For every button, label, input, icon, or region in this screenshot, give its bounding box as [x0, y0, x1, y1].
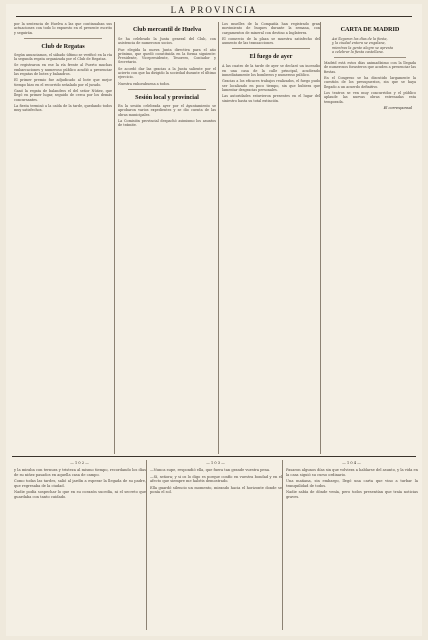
article-paragraph: En el Congreso se ha discutido largamente la cuestión de los presupuestos, sin que se haya llegado a un acuerdo definitivo. [324, 76, 416, 89]
feuilleton-paragraph: Una mañana, sin embargo, llegó una carta que vino a turbar la tranquilidad de todos. [286, 479, 418, 488]
article-heading: El fuego de ayer [249, 53, 293, 61]
masthead [6, 4, 422, 18]
feuilleton-paragraph: —Sí, señora; y si os lo digo es porque confío en vuestra bondad y en el afecto que siempre me habéis demostrado. [150, 474, 282, 484]
verse-line: a celebrar la fiesta castellana. [332, 49, 384, 54]
feuilleton-column-1 [14, 460, 146, 630]
article-heading: Club mercantil de Huelva [132, 26, 202, 33]
article-paragraph: Los teatros se ven muy concurridos y el público aplaude las nuevas obras estrenadas esta temporada. [324, 90, 416, 104]
feuilleton-paragraph: Ella guardó silencio un momento, mirando hacia el horizonte donde se ponía el sol. [150, 485, 282, 495]
article-paragraph: Fue elegida la nueva Junta directiva para el año próximo, que quedó constituida en la forma siguiente: Presidente, Vicepresidente, Tesorero, Contador y Secretario. [118, 47, 216, 65]
article-paragraph: Nuestra enhorabuena a todos. [118, 81, 171, 86]
verse-line: Asi llegaron los días de la fiesta, [332, 37, 388, 41]
article-paragraph: Ganó la regata de balandros el del señor Núñez, que llegó en primer lugar, seguido de cerca por los demás concursantes. [14, 88, 112, 102]
article-heading: Sesión local y provincial [135, 93, 199, 101]
feuilleton-divider [146, 460, 147, 630]
section-divider [232, 48, 310, 49]
article-paragraph: Gracias a los eficaces trabajos realizados, el fuego pudo ser localizado en poco tiempo, sin que hubiera que lamentar desgracias personales. [222, 79, 320, 92]
article-paragraph: La Comisión provincial despachó asimismo los asuntos de trámite. [118, 118, 216, 128]
column-4 [324, 22, 416, 454]
article-paragraph: Se registraron en ese la ría frente al Puerto muchas embarcaciones y numeroso público acudió a presenciar las regatas de botes y balandros. [14, 63, 112, 77]
article-paragraph: La fiesta terminó a la caída de la tarde, quedando todos muy satisfechos. [14, 103, 112, 113]
masthead-rule [16, 16, 412, 17]
column-divider [114, 22, 115, 454]
article-heading: CARTA DE MADRID [340, 26, 400, 33]
section-divider [128, 89, 206, 90]
section-divider [24, 38, 102, 39]
article-paragraph: Se ha celebrado la Junta general del Club, con asistencia de numerosos socios. [118, 37, 216, 46]
feuilleton-paragraph: —Nunca supe, respondió ella, que fuera tan grande vuestra pena. [150, 468, 271, 472]
article-paragraph: Madrid está estos días animadísimo con la llegada de numerosos forasteros que acuden a presenciar las fiestas. [324, 61, 416, 74]
column-divider [320, 22, 321, 454]
feuilleton-divider [282, 460, 283, 630]
article-heading: Club de Regatas [41, 42, 85, 50]
folio-number: —103— [206, 460, 226, 465]
lead-paragraph: por la sentencia de Huelva a las que continuaban sus actuaciones con todo lo expuesto en el presente escrito y seguirán. [14, 22, 112, 35]
feuilleton-paragraph: y la miraba con ternura y tristeza al mismo tiempo, recordando los días de su niñez pasados en aquella casa de campo. [14, 468, 146, 477]
folio-number: —104— [342, 460, 362, 465]
verse-line: y la ciudad entera se engalana, [332, 41, 386, 46]
column-2 [118, 22, 216, 454]
newspaper-page [6, 4, 422, 636]
feuilleton-paragraph: Pasaron algunos días sin que volviera a hablarse del asunto, y la vida en la casa siguió su curso ordinario. [286, 468, 418, 477]
article-paragraph: El primer premio fue adjudicado al bote que mejor tiempo hizo en el recorrido señalado por el jurado. [14, 78, 112, 87]
article-paragraph: El comercio de la plaza se muestra satisfecho del aumento de las transacciones. [222, 36, 320, 46]
column-3 [222, 22, 320, 454]
verse-line: mientras la gente alegre se apresta [332, 45, 394, 50]
newspaper-title: LA PROVINCIA [170, 5, 258, 15]
article-paragraph: Las autoridades estuvieron presentes en el lugar del siniestro hasta su total extinción. [222, 94, 320, 103]
feuilleton-column-2 [150, 460, 282, 630]
folio-number: —102— [70, 460, 90, 465]
feuilleton-paragraph: Nadie sabía de dónde venía, pero todos presentían que traía noticias graves. [286, 490, 418, 499]
feuilleton-column-3 [286, 460, 418, 630]
article-paragraph: Según anunciamos, el sábado último se verificó en la ría la segunda regata organizada por el Club de Regatas. [14, 52, 112, 62]
article-signature: El corresponsal [383, 105, 412, 110]
article-paragraph: Los muelles de la Compañía han registrado gran movimiento de buques durante la semana, con cargamentos de mineral con destino a Inglaterra. [222, 22, 320, 35]
feuilleton-paragraph: Nadie podía sospechar lo que en su corazón sucedía, ni el secreto que guardaba con tanto cuidado. [14, 490, 146, 499]
article-paragraph: Se acordó dar las gracias a la Junta saliente por el acierto con que ha dirigido la sociedad durante el último ejercicio. [118, 66, 216, 80]
section-divider [334, 57, 406, 58]
column-divider [218, 22, 219, 454]
feuilleton-paragraph: Como todas las tardes, salió al jardín a esperar la llegada de su padre, que regresaba de la ciudad. [14, 479, 146, 488]
column-1 [14, 22, 112, 454]
article-paragraph: En la sesión celebrada ayer por el Ayuntamiento se aprobaron varios expedientes y se dio cuenta de las obras municipales. [118, 103, 216, 117]
feuilleton-rule [12, 456, 416, 457]
article-paragraph: A las cuatro de la tarde de ayer se declaró un incendio en una casa de la calle principal, acudiendo inmediatamente los bomberos y numeroso público. [222, 64, 320, 78]
